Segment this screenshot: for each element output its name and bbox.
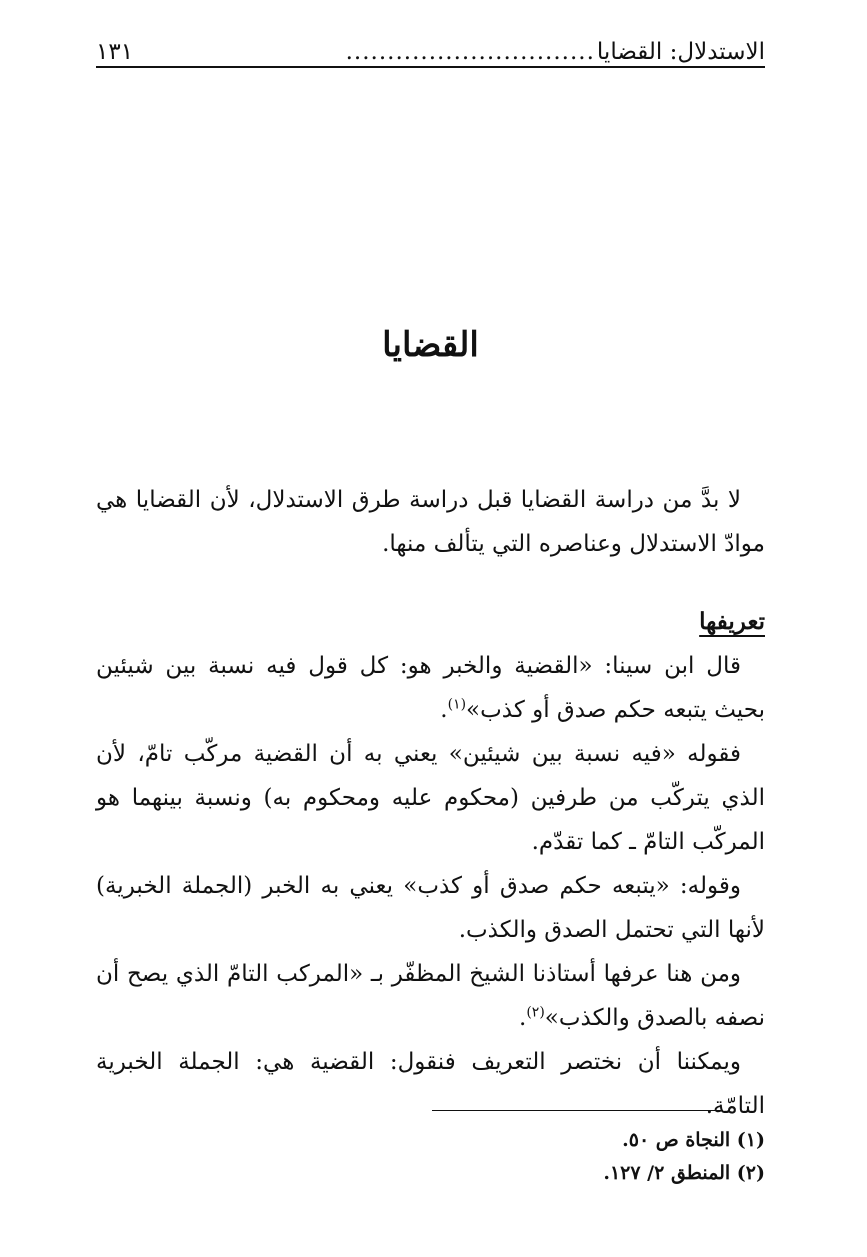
- explanation-paragraph-1: فقوله «فيه نسبة بين شيئين» يعني به أن القضية مركّب تامّ، لأن الذي يتركّب من طرفين (محكوم عليه ومحكوم به) ونسبة بينهما هو المركّب التامّ ـ كما تقدّم.: [96, 741, 765, 855]
- page-number: ١٣١: [96, 39, 134, 65]
- muzaffar-text: ومن هنا عرفها أستاذنا الشيخ المظفّر بـ «المركب التامّ الذي يصح أن نصفه بالصدق والكذب»: [96, 961, 765, 1031]
- running-header: [96, 34, 765, 68]
- explanation-paragraph-2: وقوله: «يتبعه حكم صدق أو كذب» يعني به الخبر (الجملة الخبرية) لأنها التي تحتمل الصدق والكذب.: [96, 873, 765, 943]
- muzaffar-paragraph: [96, 952, 765, 1040]
- footnotes: [96, 1124, 765, 1190]
- definition-text: قال ابن سينا: «القضية والخبر هو: كل قول فيه نسبة بين شيئين بحيث يتبعه حكم صدق أو كذب»: [96, 653, 765, 723]
- summary-paragraph: ويمكننا أن نختصر التعريف فنقول: القضية هي: الجملة الخبرية التامّة.: [96, 1049, 765, 1119]
- muzaffar-period: .: [519, 1005, 527, 1031]
- running-title: الاستدلال: القضايا: [596, 39, 765, 65]
- definition-period: .: [440, 697, 448, 723]
- footnote-2: (٢) المنطق ٢/ ١٢٧.: [603, 1162, 765, 1184]
- definition-paragraph: [96, 644, 765, 732]
- section-heading: تعريفها: [699, 608, 765, 635]
- footnote-1: (١) النجاة ص ٥٠.: [622, 1129, 765, 1151]
- intro-paragraph: لا بدَّ من دراسة القضايا قبل دراسة طرق الاستدلال، لأن القضايا هي موادّ الاستدلال وعناصره التي يتألف منها.: [96, 487, 765, 557]
- footnote-ref-2: (٢): [526, 1004, 545, 1021]
- footnote-ref-1: (١): [447, 696, 467, 713]
- chapter-title: القضايا: [382, 325, 479, 365]
- main-text: [96, 478, 765, 1128]
- header-dot-leader: ..............................: [345, 39, 595, 65]
- footnote-separator: [432, 1110, 723, 1111]
